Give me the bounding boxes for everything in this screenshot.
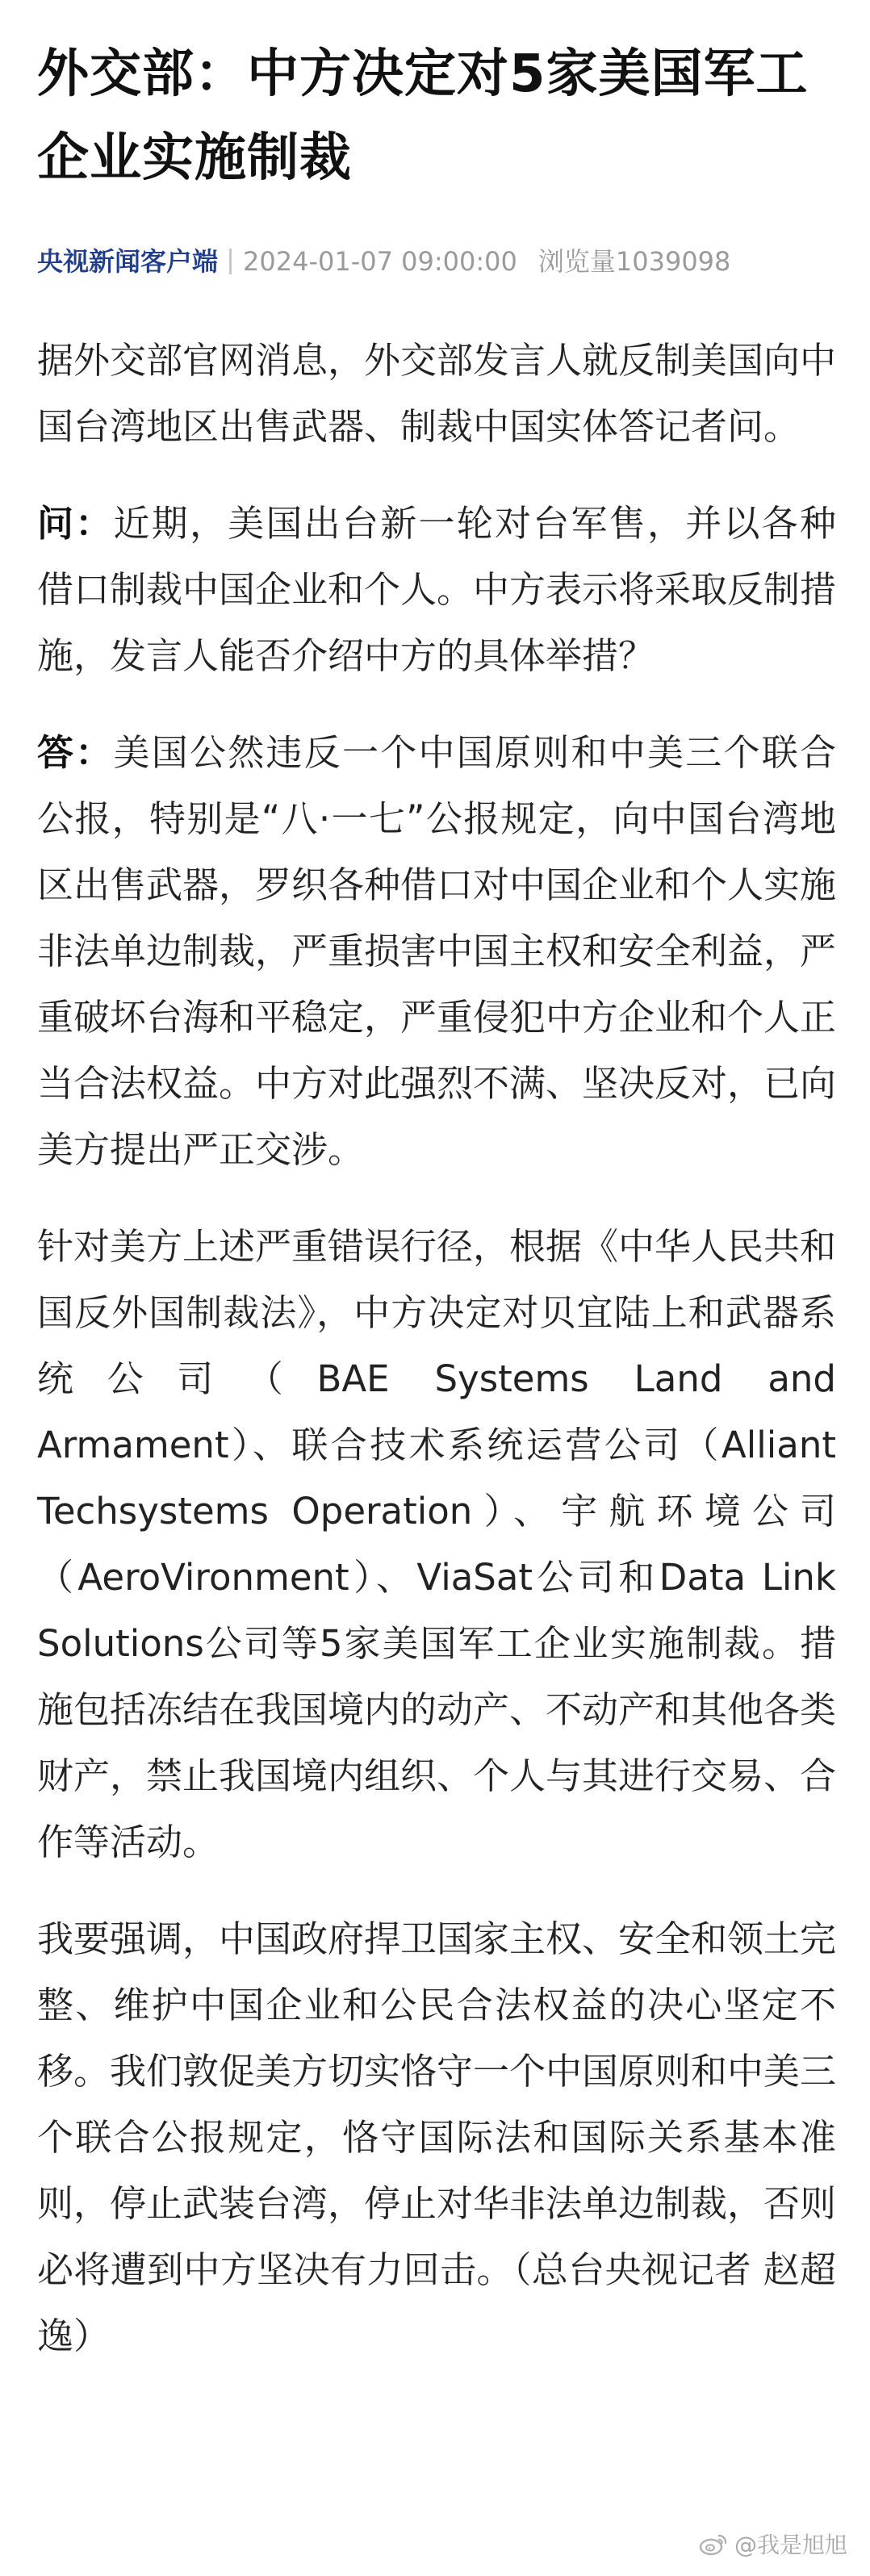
watermark bbox=[699, 2528, 847, 2560]
weibo-icon bbox=[699, 2532, 728, 2556]
paragraph-sanctions bbox=[37, 1214, 836, 1876]
source-name[interactable]: 央视新闻客户端 bbox=[37, 246, 219, 277]
article-meta bbox=[37, 245, 836, 278]
view-count: 浏览量1039098 bbox=[537, 246, 731, 277]
meta-divider bbox=[229, 249, 232, 274]
paragraph-text: 美国公然违反一个中国原则和中美三个联合公报，特别是“八·一七”公报规定，向中国台湾地区出售武器，罗织各种借口对中国企业和个人实施非法单边制裁，严重损害中国主权和安全利益，严重破坏台海和平稳定，严重侵犯中方企业和个人正当合法权益。中方对此强烈不满、坚决反对，已向美方提出严正交涉。 bbox=[37, 731, 837, 1171]
paragraph-answer bbox=[37, 720, 836, 1183]
article-title: 外交部：中方决定对5家美国军工企业实施制裁 bbox=[37, 44, 809, 188]
question-label: 问： bbox=[37, 502, 114, 545]
answer-label: 答： bbox=[37, 731, 114, 774]
paragraph-text: 我要强调，中国政府捍卫国家主权、安全和领土完整、维护中国企业和公民合法权益的决心坚定不移。我们敦促美方切实恪守一个中国原则和中美三个联合公报规定，恪守国际法和国际关系基本准则，停止武装台湾，停止对华非法单边制裁，否则必将遭到中方坚决有力回击。（总台央视记者 赵超逸） bbox=[37, 1917, 837, 2357]
paragraph-question bbox=[37, 491, 836, 689]
paragraph-text: 近期，美国出台新一轮对台军售，并以各种借口制裁中国企业和个人。中方表示将采取反制措施，发言人能否介绍中方的具体举措？ bbox=[37, 502, 837, 677]
paragraph-text: 针对美方上述严重错误行径，根据《中华人民共和国反外国制裁法》，中方决定对贝宜陆上和武器系统公司（BAE Systems Land and Armament）、联合技术系统运营公司（Alliant Techsystems Operation）、宇航环境公司（AeroVironment）、ViaSat公司和Data Link Solutions公司等5家美国军工企业实施制裁。措施包括冻结在我国境内的动产、不动产和其他各类财产，禁止我国境内组织、个人与其进行交易、合作等活动。 bbox=[37, 1225, 837, 1863]
article bbox=[37, 32, 836, 2400]
publish-time: 2024-01-07 09:00:00 bbox=[243, 246, 517, 277]
paragraph-statement bbox=[37, 1906, 836, 2369]
watermark-text: @我是旭旭 bbox=[734, 2532, 847, 2558]
paragraph-text: 据外交部官网消息，外交部发言人就反制美国向中国台湾地区出售武器、制裁中国实体答记者问。 bbox=[37, 339, 837, 448]
paragraph-intro bbox=[37, 328, 836, 460]
article-body bbox=[37, 328, 836, 2369]
